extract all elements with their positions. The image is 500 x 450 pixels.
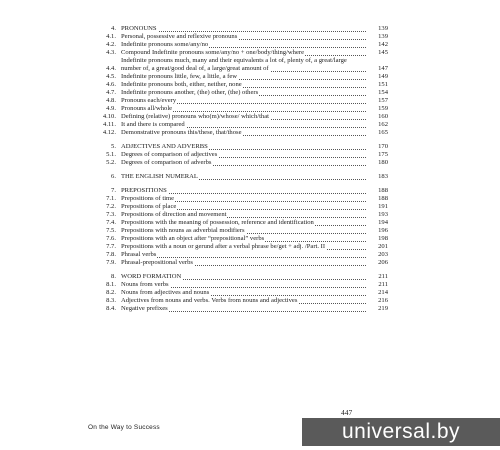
- toc-entry-number: 4.: [111, 25, 116, 32]
- toc-entry-title: Prepositions of direction and movement: [121, 211, 227, 218]
- toc-entry-number: 8.4.: [106, 305, 116, 312]
- toc-entry: [88, 73, 388, 81]
- toc-entry-number: 5.: [111, 143, 116, 150]
- toc-entry-number: 4.7.: [106, 89, 116, 96]
- toc-entry-title: Defining (relative) pronouns who(m)/whose/ which/that: [121, 113, 269, 120]
- toc-entry: [88, 211, 388, 219]
- toc-entry: [88, 289, 388, 297]
- toc-entry-page: 191: [378, 203, 388, 210]
- toc-entry-page: 149: [378, 73, 388, 80]
- toc-entry-title: Prepositions of place: [121, 203, 177, 210]
- toc-entry-page: 157: [378, 97, 388, 104]
- toc-entry-title: Demonstrative pronouns this/these, that/those: [121, 129, 242, 136]
- toc-entry-title: Nouns from adjectives and nouns: [121, 289, 210, 296]
- toc-entry-title: THE ENGLISH NUMERAL: [121, 173, 198, 180]
- toc-entry-number: 5.2.: [106, 159, 116, 166]
- toc-entry-page: 188: [378, 187, 388, 194]
- toc-entry-page: 175: [378, 151, 388, 158]
- toc-entry-page: 203: [378, 251, 388, 258]
- toc-entry-number: 4.10.: [102, 113, 116, 120]
- toc-entry-page: 170: [378, 143, 388, 150]
- toc-entry: [88, 273, 388, 281]
- toc-entry-page: 180: [378, 159, 388, 166]
- toc-entry-page: 206: [378, 259, 388, 266]
- toc-entry-title: Negative prefixes: [121, 305, 168, 312]
- page-number: 447: [341, 408, 353, 417]
- toc-entry: [88, 227, 388, 235]
- toc-entry-page: 139: [378, 33, 388, 40]
- toc-entry-number: 7.1.: [106, 195, 116, 202]
- toc-entry-page: 183: [378, 173, 388, 180]
- toc-entry: [88, 235, 388, 243]
- toc-entry-page: 216: [378, 297, 388, 304]
- toc-entry-page: 196: [378, 227, 388, 234]
- toc-entry-title: PRONOUNS: [121, 25, 157, 32]
- toc-entry: [88, 81, 388, 89]
- toc-entry-number: 4.9.: [106, 105, 116, 112]
- toc-entry-title: Degrees of comparison of adjectives: [121, 151, 218, 158]
- toc-entry-title: Prepositions with a noun or gerund after a verbal phrase be/get + adj. /Part. II: [121, 243, 326, 250]
- toc-entry-page: 211: [378, 281, 388, 288]
- toc-entry-number: 8.2.: [106, 289, 116, 296]
- toc-entry-number: 7.2.: [106, 203, 116, 210]
- toc-entry: [88, 121, 388, 129]
- toc-entry-page: 198: [378, 235, 388, 242]
- toc-entry: [88, 113, 388, 121]
- toc-entry-title: Indefinite pronouns much, many and their equivalents a lot of, plenty of, a great/large number of, a great/good deal of, a large/great amount of: [121, 57, 347, 72]
- toc-entry-page: 201: [378, 243, 388, 250]
- toc-entry-number: 4.12.: [102, 129, 116, 136]
- toc-entry: [88, 281, 388, 289]
- toc-entry: [88, 151, 388, 159]
- toc-entry-number: 7.4.: [106, 219, 116, 226]
- toc-entry-page: 194: [378, 219, 388, 226]
- toc-entry-page: 165: [378, 129, 388, 136]
- toc-entry: [88, 259, 388, 267]
- toc-entry-page: 145: [378, 49, 388, 56]
- toc-entry: [88, 203, 388, 211]
- toc-entry-page: 142: [378, 41, 388, 48]
- toc-entry-page: 159: [378, 105, 388, 112]
- toc-entry: [88, 41, 388, 49]
- toc-entry: [88, 105, 388, 113]
- toc-entry: [88, 251, 388, 259]
- toc-entry-number: 4.6.: [106, 81, 116, 88]
- toc-entry: [88, 297, 388, 305]
- toc-entry-number: 5.1.: [106, 151, 116, 158]
- toc-entry-title: Prepositions with the meaning of possession, reference and identification: [121, 219, 314, 226]
- toc-entry-title: Indefinite pronouns little, few, a little, a few: [121, 73, 238, 80]
- toc-entry: [88, 25, 388, 33]
- toc-entry-number: 6.: [111, 173, 116, 180]
- watermark-logo: universal.by: [302, 418, 500, 446]
- toc-entry: [88, 97, 388, 105]
- toc-entry-title: Indefinite pronouns some/any/no: [121, 41, 209, 48]
- toc-entry-title: Pronouns each/every: [121, 97, 177, 104]
- toc-entry-title: Personal, possessive and reflexive pronouns: [121, 33, 238, 40]
- toc-entry-title: ADJECTIVES AND ADVERBS: [121, 143, 208, 150]
- toc-entry-page: 147: [378, 65, 388, 72]
- toc-entry-title: Degrees of comparison of adverbs: [121, 159, 212, 166]
- toc-entry-title: WORD FORMATION: [121, 273, 182, 280]
- toc-entry-page: 151: [378, 81, 388, 88]
- toc-entry-number: 4.4.: [106, 65, 116, 72]
- toc-entry-number: 7.6.: [106, 235, 116, 242]
- book-title-footer: On the Way to Success: [88, 424, 160, 431]
- toc-entry-page: 139: [378, 25, 388, 32]
- toc-entry-page: 219: [378, 305, 388, 312]
- toc-entry-number: 7.8.: [106, 251, 116, 258]
- toc-entry-number: 8.3.: [106, 297, 116, 304]
- toc-entry-page: 193: [378, 211, 388, 218]
- toc-entry-number: 8.: [111, 273, 116, 280]
- toc-entry-number: 4.2.: [106, 41, 116, 48]
- toc-entry-number: 4.3.: [106, 49, 116, 56]
- toc-entry-page: 162: [378, 121, 388, 128]
- toc-entry: [88, 187, 388, 195]
- toc-entry: [88, 195, 388, 203]
- toc-entry-title: Nouns from verbs: [121, 281, 169, 288]
- toc-entry: [88, 173, 388, 181]
- toc-entry: [88, 305, 388, 313]
- leader-dots: [121, 257, 366, 258]
- toc-entry-page: 154: [378, 89, 388, 96]
- toc-entry-number: 7.9.: [106, 259, 116, 266]
- toc-entry-page: 160: [378, 113, 388, 120]
- toc-entry-number: 7.5.: [106, 227, 116, 234]
- toc-entry-title: Adjectives from nouns and verbs. Verbs from nouns and adjectives: [121, 297, 298, 304]
- toc-entry-title: Phrasal-prepositional verbs: [121, 259, 193, 266]
- toc-entry-title: Prepositions of time: [121, 195, 175, 202]
- toc-entry-title: It and there is compared: [121, 121, 185, 128]
- toc-entry: [88, 129, 388, 137]
- toc-entry-title: Indefinite pronouns both, either, neither, none: [121, 81, 242, 88]
- toc-entry: [88, 143, 388, 151]
- toc-entry-number: 4.1.: [106, 33, 116, 40]
- table-of-contents: [88, 25, 388, 313]
- toc-entry: [88, 219, 388, 227]
- toc-entry-title: PREPOSITIONS: [121, 187, 167, 194]
- toc-entry-number: 7.7.: [106, 243, 116, 250]
- toc-entry: [88, 57, 388, 73]
- toc-entry-number: 7.3.: [106, 211, 116, 218]
- toc-entry-title: Pronouns all/whole: [121, 105, 173, 112]
- toc-entry-number: 4.5.: [106, 73, 116, 80]
- toc-entry-number: 7.: [111, 187, 116, 194]
- toc-entry: [88, 49, 388, 57]
- toc-entry-number: 4.8.: [106, 97, 116, 104]
- toc-entry-number: 8.1.: [106, 281, 116, 288]
- toc-entry: [88, 159, 388, 167]
- toc-entry: [88, 89, 388, 97]
- toc-entry-page: 211: [378, 273, 388, 280]
- toc-entry-title: Prepositions with nouns as adverbial modifiers: [121, 227, 245, 234]
- toc-entry: [88, 243, 388, 251]
- toc-entry: [88, 33, 388, 41]
- toc-entry-title: Indefinite pronouns another, (the) other, (the) others: [121, 89, 259, 96]
- toc-entry-title: Phrasal verbs: [121, 251, 157, 258]
- toc-entry-page: 188: [378, 195, 388, 202]
- toc-entry-title: Prepositions with an object after “prepositional” verbs: [121, 235, 265, 242]
- toc-entry-page: 214: [378, 289, 388, 296]
- toc-entry-number: 4.11.: [103, 121, 116, 128]
- toc-entry-title: Compound Indefinite pronouns some/any/no + one/body/thing/where: [121, 49, 305, 56]
